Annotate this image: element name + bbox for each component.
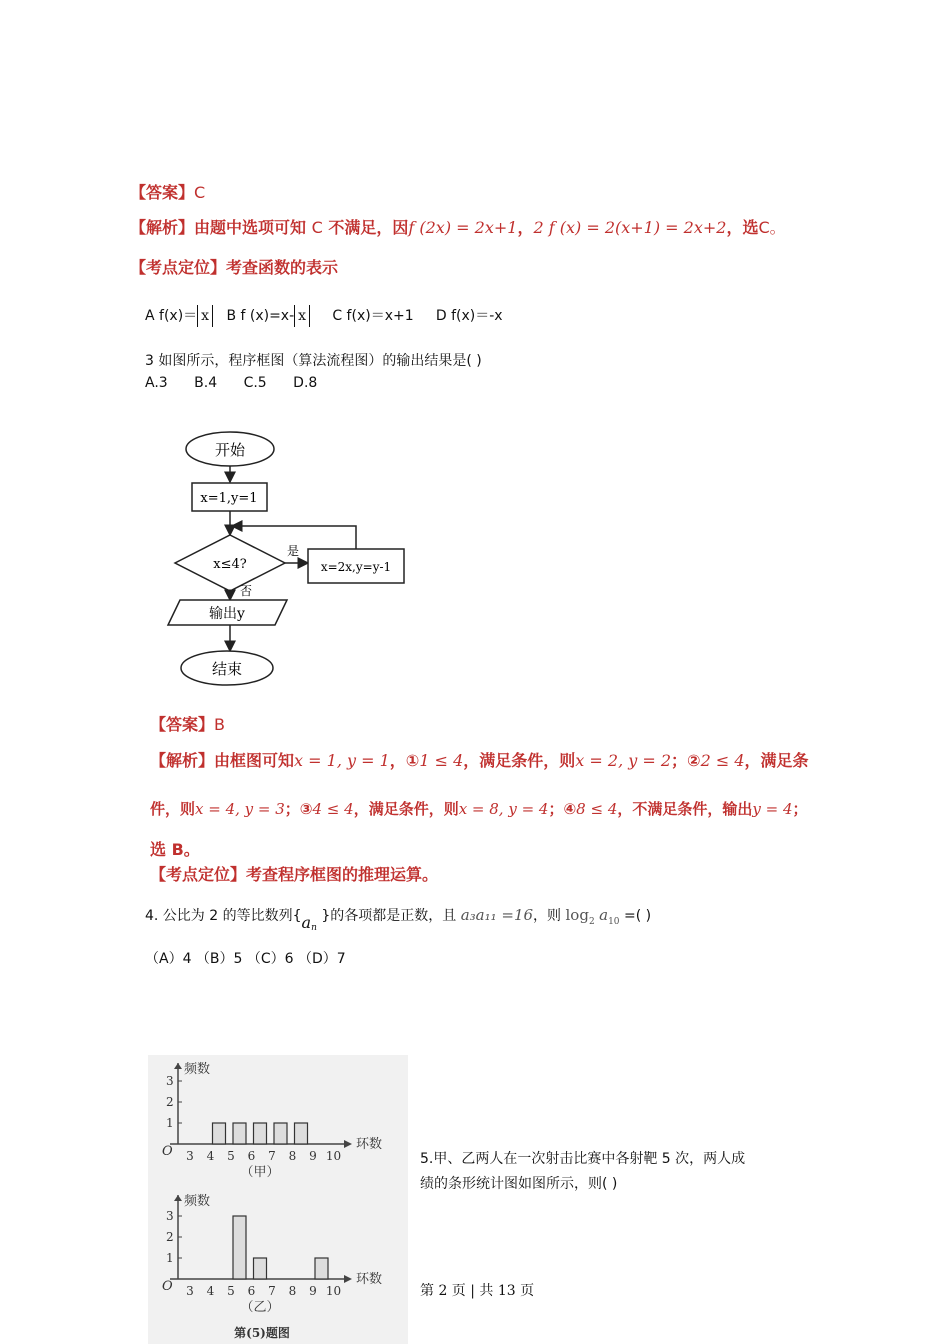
x-tick-label: 7 (268, 1149, 276, 1163)
x-tick-label: 4 (206, 1284, 215, 1298)
x-axis-label: 环数 (356, 1137, 383, 1152)
abs-value: x (294, 305, 310, 327)
x-tick-label: 5 (227, 1149, 235, 1163)
analysis-text: 由题中选项可知 (194, 218, 307, 237)
x-tick-label: 3 (186, 1284, 194, 1298)
bar (274, 1123, 287, 1144)
formula: y = 4 (752, 800, 793, 818)
point-tag: 【考点定位】 (130, 258, 227, 277)
analysis-3-line-3: 选 B。 (150, 840, 200, 859)
point-tag: 【考点定位】 (150, 865, 247, 884)
x-tick-label: 8 (288, 1149, 297, 1163)
analysis-text: ； (792, 800, 808, 818)
option-a: A f(x)＝ (145, 308, 198, 324)
bar-charts (148, 1055, 408, 1344)
question-5-line-2: 绩的条形统计图如图所示，则( ) (420, 1176, 618, 1192)
y-tick-label: 3 (166, 1074, 174, 1088)
analysis-text: ，选 (726, 218, 759, 237)
formula: x = 1, y = 1 (294, 751, 390, 770)
y-tick-label: 3 (166, 1209, 174, 1223)
option-b: B.4 (194, 375, 218, 391)
analysis-text: ；② (671, 751, 701, 770)
x-tick-label: 6 (247, 1284, 256, 1298)
answer-line-3 (150, 712, 225, 735)
analysis-text: ；④ (548, 800, 577, 818)
y-axis-arrow (174, 1063, 182, 1069)
formula: x = 2, y = 2 (575, 751, 672, 770)
bar (233, 1216, 246, 1279)
analysis-line-1 (130, 215, 786, 238)
log-base: 2 (588, 916, 595, 927)
y-tick-label: 1 (166, 1116, 174, 1130)
answer-line-1 (130, 180, 205, 203)
analysis-text: 由框图可知 (214, 751, 295, 770)
x-axis-label: 环数 (356, 1272, 383, 1287)
analysis-3-line-2 (150, 798, 808, 819)
analysis-tag: 【解析】 (150, 751, 215, 770)
option-a: A.3 (145, 375, 168, 391)
origin-label: O (162, 1279, 173, 1294)
analysis-3-line-1 (150, 748, 809, 771)
chart-caption: （乙） (240, 1300, 280, 1315)
bar (233, 1123, 246, 1144)
bar (254, 1258, 267, 1279)
question-5-line-1: 5.甲、乙两人在一次射击比赛中各射靶 5 次，两人成 (420, 1151, 746, 1167)
yes-label: 是 (286, 544, 300, 558)
y-tick-label: 1 (166, 1251, 174, 1265)
x-tick-label: 5 (227, 1284, 235, 1298)
y-tick-label: 2 (166, 1230, 174, 1244)
analysis-text: 件，则 (150, 800, 196, 818)
option-c: C.5 (243, 375, 267, 391)
bar (315, 1258, 328, 1279)
option-ref: C。 (758, 218, 786, 237)
formula: 4 ≤ 4 (312, 800, 354, 818)
formula: 2 ≤ 4 (700, 751, 745, 770)
question-text: 4. 公比为 2 的等比数列{ (145, 908, 302, 924)
subscript: 10 (608, 916, 620, 927)
question-4-stem (145, 900, 651, 937)
analysis-text: ，不满足条件，输出 (617, 800, 753, 818)
condition-formula: a₃a₁₁ =16 (460, 906, 534, 924)
y-axis-label: 频数 (184, 1194, 211, 1209)
analysis-text: ，满足条件，则 (463, 751, 576, 770)
formula: x = 4, y = 3 (195, 800, 285, 818)
option-b: B f (x)=x- (226, 308, 295, 324)
subscript: n (311, 922, 317, 933)
analysis-text: 不满足，因 (328, 218, 409, 237)
start-label: 开始 (214, 441, 246, 459)
question-3-stem: 3 如图所示，程序框图（算法流程图）的输出结果是( ) (145, 353, 482, 369)
answer-value: B (214, 715, 225, 734)
question-2-options (145, 305, 503, 327)
log-function: log (565, 906, 589, 924)
answer-tag: 【答案】 (130, 183, 195, 202)
formula: f (2x) = 2x+1 (408, 218, 518, 237)
x-axis-arrow (344, 1275, 352, 1283)
bar (213, 1123, 226, 1144)
sequence-term: a (301, 913, 312, 932)
no-label: 否 (239, 584, 253, 598)
bar (295, 1123, 308, 1144)
formula: 8 ≤ 4 (576, 800, 618, 818)
chart-caption: （甲） (240, 1165, 280, 1180)
page-footer: 第 2 页 | 共 13 页 (420, 1283, 535, 1299)
question-4-options: （A）4 （B）5 （C）6 （D）7 (145, 951, 346, 967)
y-axis-arrow (174, 1195, 182, 1201)
update-label: x=2x,y=y-1 (320, 560, 392, 574)
analysis-text: ，满足条 (744, 751, 809, 770)
origin-label: O (162, 1144, 173, 1159)
question-text: =( ) (623, 908, 652, 924)
log-argument: a (599, 906, 609, 924)
analysis-text: ，满足条件，则 (353, 800, 459, 818)
flowchart (160, 425, 420, 695)
option-ref: C (311, 218, 323, 237)
analysis-text: ；③ (284, 800, 313, 818)
option-c: C f(x)＝x+1 (332, 308, 414, 324)
option-d: D f(x)＝-x (435, 308, 503, 324)
question-3-options (145, 375, 317, 391)
formula: 2 f (x) = 2(x+1) = 2x+2 (533, 218, 727, 237)
output-label: 输出y (209, 606, 245, 622)
end-label: 结束 (211, 660, 243, 678)
x-tick-label: 7 (268, 1284, 276, 1298)
y-axis-label: 频数 (184, 1062, 211, 1077)
condition-label: x≤4? (213, 557, 247, 572)
x-tick-label: 9 (309, 1284, 317, 1298)
x-tick-label: 10 (325, 1149, 342, 1163)
option-d: D.8 (293, 375, 318, 391)
x-tick-label: 4 (206, 1149, 215, 1163)
formula: x = 8, y = 4 (458, 800, 549, 818)
y-tick-label: 2 (166, 1095, 174, 1109)
analysis-text: ，① (389, 751, 420, 770)
point-text: 考查函数的表示 (226, 258, 339, 277)
formula: 1 ≤ 4 (419, 751, 464, 770)
analysis-tag: 【解析】 (130, 218, 195, 237)
x-tick-label: 8 (288, 1284, 297, 1298)
init-label: x=1,y=1 (200, 491, 258, 506)
figure-caption: 第(5)题图 (234, 1326, 290, 1340)
question-text: }的各项都是正数，且 (316, 908, 457, 924)
separator: ， (517, 218, 534, 237)
answer-value: C (194, 183, 206, 202)
x-tick-label: 10 (325, 1284, 342, 1298)
x-tick-label: 3 (186, 1149, 194, 1163)
x-tick-label: 6 (247, 1149, 256, 1163)
point-text: 考查程序框图的推理运算。 (246, 865, 439, 884)
x-axis-arrow (344, 1140, 352, 1148)
abs-value: x (197, 305, 213, 327)
answer-tag: 【答案】 (150, 715, 215, 734)
bar (254, 1123, 267, 1144)
point-line-3 (150, 862, 438, 885)
question-text: ，则 (533, 908, 562, 924)
x-tick-label: 9 (309, 1149, 317, 1163)
point-line-1 (130, 255, 338, 278)
